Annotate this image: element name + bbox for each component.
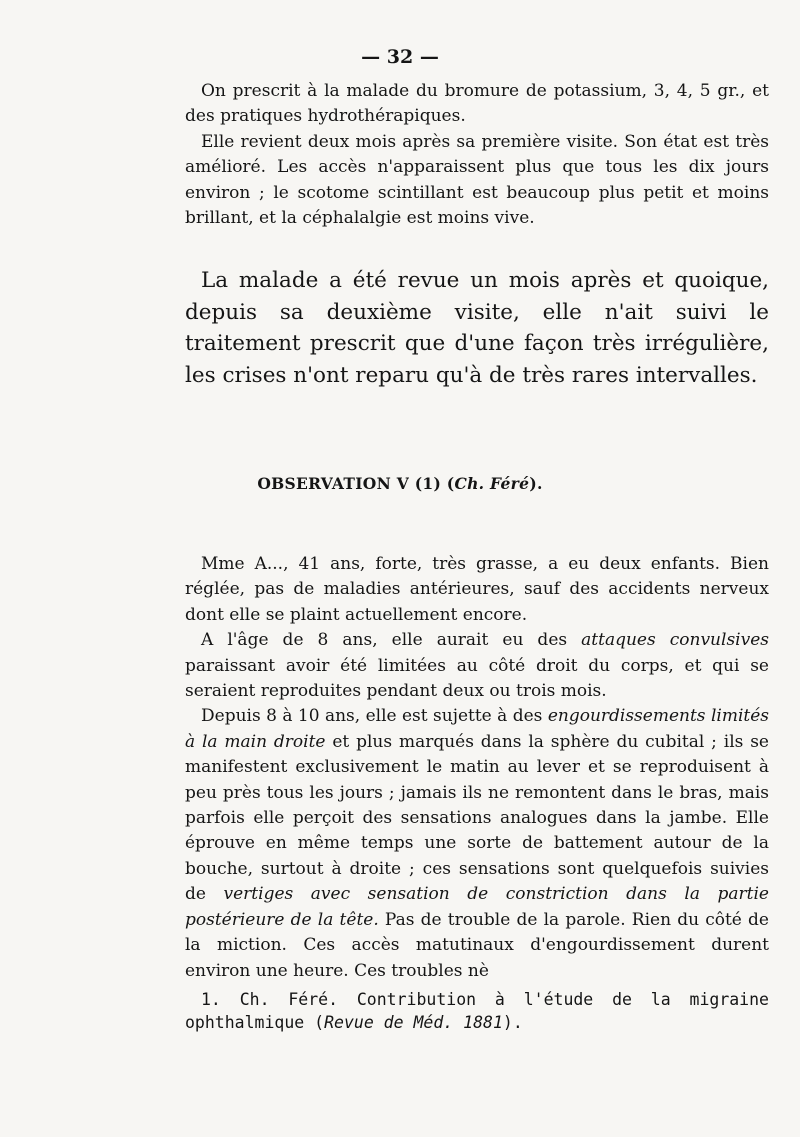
body-paragraph-3-start: Depuis 8 à 10 ans, elle est sujette à des	[201, 706, 548, 727]
observation-heading	[0, 474, 800, 493]
footnote	[185, 988, 769, 1034]
footnote-source: Revue de Méd. 1881	[324, 1013, 503, 1032]
body-paragraph-2-end: paraissant avoir été limitées au côté droit du corps, et qui se seraient reproduites pendant deux ou trois mois.	[185, 655, 769, 702]
body-paragraph-3-end: Pas de trouble de la parole. Rien du côté de la miction. Ces accès matutinaux d'engourdissement durent environ une heure. Ces troubles nè	[185, 909, 769, 981]
body-paragraph-3-middle: et plus marqués dans la sphère du cubital ; ils se manifestent exclusivement le matin au lever et se reproduisent à peu près tous les jours ; jamais ils ne remontent dans le bras, mais parfois elle perçoit des sensations analogues dans la jambe. Elle éprouve en même temps une sorte de battement autour de la bouche, surtout à droite ; ces sensations sont quelquefois suivies de	[185, 731, 769, 905]
body-paragraph-3-italic-2: vertiges avec sensation de constriction dans la partie postérieure de la tête.	[185, 884, 769, 930]
footnote-end: ).	[502, 1013, 523, 1032]
large-paragraph-section	[185, 265, 769, 391]
intro-paragraph-2: Elle revient deux mois après sa première visite. Son état est très amélioré. Les accès n'apparaissent plus que tous les dix jours environ ; le scotome scintillant est beaucoup plus petit et moins brillant, et la céphalalgie est moins vive.	[185, 131, 769, 229]
large-paragraph: La malade a été revue un mois après et quoique, depuis sa deuxième visite, elle n'ait suivi le traitement prescrit que d'une façon très irrégulière, les crises n'ont reparu qu'à de très rares intervalles.	[185, 268, 769, 388]
body-paragraph-2-start: A l'âge de 8 ans, elle aurait eu des	[201, 630, 582, 651]
body-paragraph-3	[185, 704, 769, 983]
intro-paragraph-1: On prescrit à la malade du bromure de potassium, 3, 4, 5 gr., et des pratiques hydrothérapiques.	[185, 81, 769, 127]
intro-section	[185, 79, 769, 231]
page-number: — 32 —	[361, 46, 439, 68]
observation-author: Ch. Féré	[454, 474, 530, 493]
observation-body	[185, 552, 769, 984]
observation-heading-prefix: OBSERVATION V (1) (	[257, 474, 455, 493]
footnote-text: 1. Ch. Féré. Contribution à l'étude de la migraine ophthalmique (	[185, 990, 769, 1032]
body-paragraph-1: Mme A..., 41 ans, forte, très grasse, a eu deux enfants. Bien réglée, pas de maladies antérieures, sauf des accidents nerveux dont elle se plaint actuellement encore.	[185, 554, 769, 625]
observation-heading-suffix: ).	[529, 474, 543, 493]
body-paragraph-3-italic-1: engourdissements limités à la main droite	[185, 706, 769, 752]
body-paragraph-2-italic: attaques convulsives	[581, 630, 769, 651]
body-paragraph-2	[185, 628, 769, 704]
